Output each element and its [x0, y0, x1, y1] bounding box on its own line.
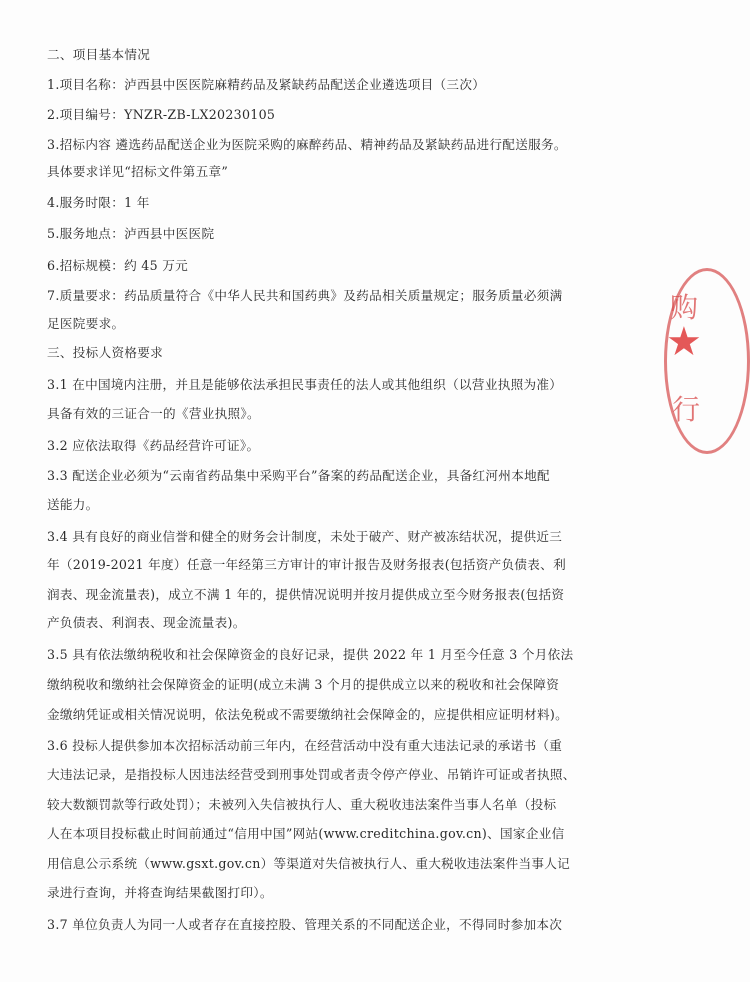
requirement-3-5-cont-2: 金缴纳凭证或相关情况说明，依法免税或不需要缴纳社会保障金的，应提供相应证明材料)。: [47, 707, 568, 722]
project-name-line: 1.项目名称：泸西县中医医院麻精药品及紧缺药品配送企业遴选项目（三次）: [47, 77, 486, 92]
requirement-3-6-cont-2: 较大数额罚款等行政处罚）；未被列入失信被执行人、重大税收违法案件当事人名单（投标: [47, 797, 557, 812]
requirement-3-3-line: 3.3 配送企业必须为“云南省药品集中采购平台”备案的药品配送企业，具备红河州本地配: [47, 468, 550, 483]
quality-requirement-line: 7.质量要求：药品质量符合《中华人民共和国药典》及药品相关质量规定；服务质量必须满: [47, 288, 563, 303]
service-period-line: 4.服务时限：1 年: [47, 195, 150, 210]
requirement-3-4-cont-1: 年（2019-2021 年度）任意一年经第三方审计的审计报告及财务报表(包括资产负债表、利: [47, 557, 566, 572]
tender-content-line-cont: 具体要求详见“招标文件第五章”: [47, 164, 229, 179]
requirement-3-6-cont-3: 人在本项目投标截止时间前通过“信用中国”网站(www.creditchina.gov.cn)、国家企业信: [47, 826, 565, 841]
requirement-3-7-line: 3.7 单位负责人为同一人或者存在直接控股、管理关系的不同配送企业，不得同时参加本次: [47, 917, 563, 932]
tender-content-line: 3.招标内容 遴选药品配送企业为医院采购的麻醉药品、精神药品及紧缺药品进行配送服务。: [47, 137, 567, 152]
requirement-3-5-cont-1: 缴纳税收和缴纳社会保障资金的证明(成立未满 3 个月的提供成立以来的税收和社会保障资: [47, 677, 560, 692]
requirement-3-6-cont-1: 大违法记录，是指投标人因违法经营受到刑事处罚或者责令停产停业、吊销许可证或者执照、: [47, 767, 576, 782]
requirement-3-3-cont: 送能力。: [47, 497, 99, 512]
requirement-3-2-line: 3.2 应依法取得《药品经营许可证》。: [47, 438, 260, 453]
section-heading-basic-info: 二、项目基本情况: [47, 47, 151, 62]
service-location-line: 5.服务地点：泸西县中医医院: [47, 226, 215, 241]
seal-char-1: 购: [670, 291, 699, 324]
project-number-line: 2.项目编号：YNZR-ZB-LX20230105: [47, 107, 276, 122]
seal-star-icon: ★: [666, 319, 702, 365]
tender-scale-line: 6.招标规模：约 45 万元: [47, 258, 188, 273]
requirement-3-1-cont: 具备有效的三证合一的《营业执照》。: [47, 406, 260, 421]
requirement-3-4-cont-3: 产负债表、利润表、现金流量表)。: [47, 615, 246, 630]
requirement-3-4-line: 3.4 具有良好的商业信誉和健全的财务会计制度，未处于破产、财产被冻结状况，提供近三: [47, 529, 563, 544]
requirement-3-1-line: 3.1 在中国境内注册，并且是能够依法承担民事责任的法人或其他组织（以营业执照为准）: [47, 377, 563, 392]
seal-char-2: 行: [672, 393, 701, 426]
requirement-3-6-cont-4: 用信息公示系统（www.gsxt.gov.cn）等渠道对失信被执行人、重大税收违法案件当事人记: [47, 856, 571, 871]
requirement-3-5-line: 3.5 具有依法缴纳税收和社会保障资金的良好记录，提供 2022 年 1 月至今任意 3 个月依法: [47, 647, 574, 662]
section-heading-qualification: 三、投标人资格要求: [47, 345, 164, 360]
requirement-3-6-line: 3.6 投标人提供参加本次招标活动前三年内，在经营活动中没有重大违法记录的承诺书（重: [47, 738, 563, 753]
quality-requirement-cont: 足医院要求。: [47, 316, 125, 331]
requirement-3-4-cont-2: 润表、现金流量表)，成立不满 1 年的，提供情况说明并按月提供成立至今财务报表(包括资: [47, 587, 565, 602]
requirement-3-6-cont-5: 录进行查询，并将查询结果截图打印）。: [47, 885, 273, 900]
